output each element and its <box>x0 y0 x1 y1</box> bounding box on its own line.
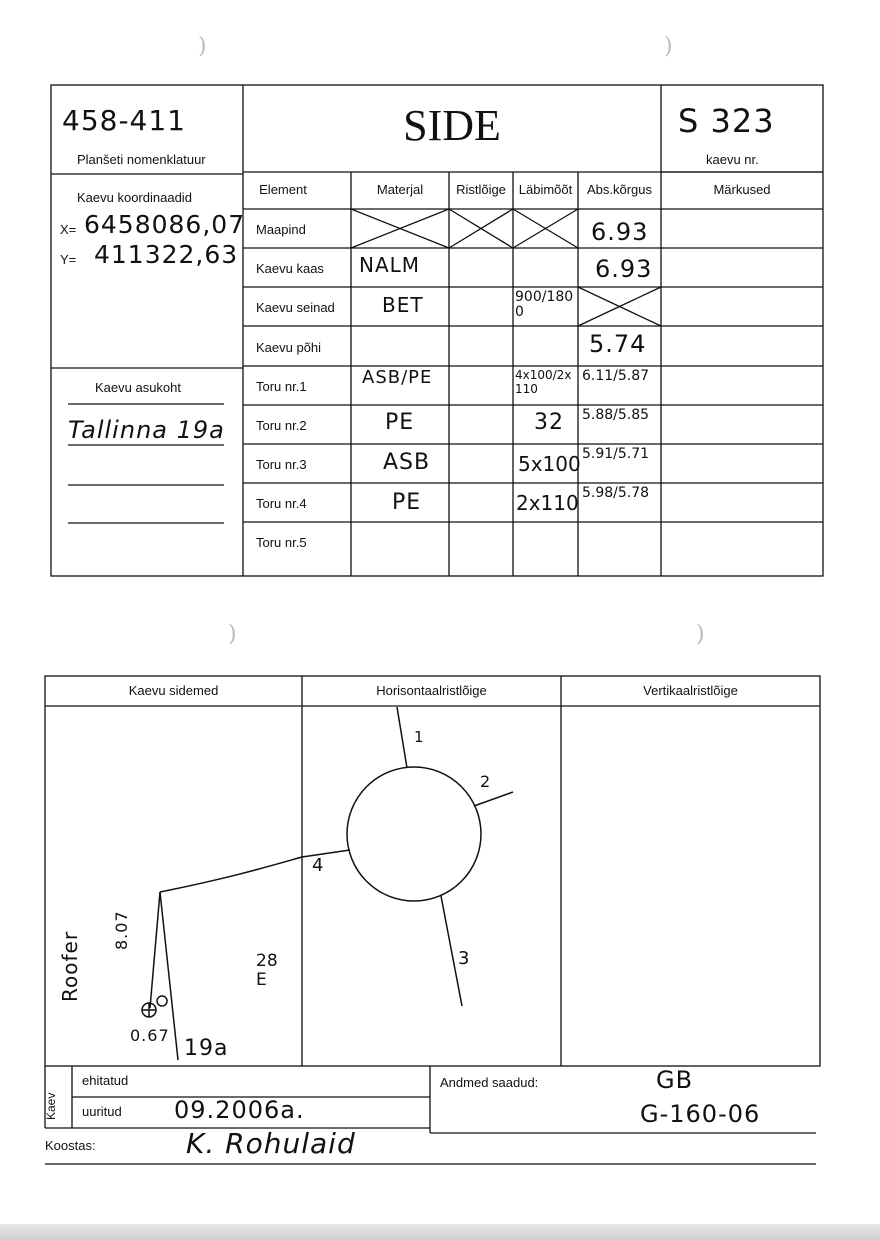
compiled-by-label: Koostas: <box>45 1138 96 1153</box>
page-edge <box>0 1224 880 1240</box>
section-header-well-connections: Kaevu sidemed <box>128 683 219 698</box>
y-prefix: Y= <box>60 252 77 267</box>
row-element: Maapind <box>256 222 306 237</box>
cell-materjal: ASB <box>383 450 431 475</box>
section-header-horizontal-section: Horisontaalristlõige <box>376 683 487 698</box>
cell-abs-korgus: 5.88/5.85 <box>582 407 650 423</box>
cell-labimoot: 5x100 <box>518 452 581 476</box>
y-coordinate-value: 411322,63 <box>94 240 239 269</box>
location-label: Kaevu asukoht <box>95 380 182 395</box>
well-number-label: kaevu nr. <box>706 152 759 167</box>
cell-materjal: PE <box>385 410 415 435</box>
horizontal-cross-section-sketch <box>302 707 513 1006</box>
cell-abs-korgus: 6.93 <box>595 255 653 283</box>
distance-label: 8.07 <box>112 910 131 950</box>
col-header-materjal: Materjal <box>376 182 424 197</box>
cell-labimoot: 32 <box>534 410 564 435</box>
cell-labimoot: 900/1800 <box>515 289 574 320</box>
cell-abs-korgus: 5.91/5.71 <box>582 446 650 462</box>
pipe-label-3: 3 <box>458 948 471 969</box>
street-label: Roofer <box>58 930 82 1002</box>
cell-abs-korgus: 5.98/5.78 <box>582 485 650 501</box>
row-element: Kaevu põhi <box>256 340 322 355</box>
cell-abs-korgus: 6.11/5.87 <box>582 368 650 384</box>
compiled-by-value: K. Rohulaid <box>186 1127 356 1160</box>
cell-abs-korgus: 5.74 <box>589 330 647 358</box>
cell-materjal: BET <box>382 293 424 317</box>
cell-materjal: NALM <box>359 253 421 277</box>
col-header-ristloige: Ristlõige <box>456 182 506 197</box>
distance-label: 0.67 <box>130 1026 170 1045</box>
punch-hole-mark: ) <box>228 622 237 647</box>
row-element: Kaevu seinad <box>256 300 335 315</box>
pipe-label-1: 1 <box>414 728 425 746</box>
punch-hole-mark: ) <box>696 622 705 647</box>
location-value: Tallinna 19a <box>68 416 225 444</box>
cell-labimoot: 2x110 <box>516 491 579 515</box>
punch-hole-mark: ) <box>664 34 673 59</box>
nomenclature-label: Planšeti nomenklatuur <box>77 152 206 167</box>
section-header-vertical-section: Vertikaalristlõige <box>643 683 738 698</box>
row-element: Kaevu kaas <box>256 261 324 276</box>
house-number-label: 19a <box>184 1036 229 1061</box>
e28-label: 28 E <box>256 951 278 990</box>
data-source-label: Andmed saadud: <box>440 1075 539 1090</box>
punch-hole-mark: ) <box>198 34 207 59</box>
data-source-code: G-160-06 <box>640 1100 761 1128</box>
col-header-element: Element <box>259 182 307 197</box>
cell-labimoot: 4x100/2x110 <box>515 368 572 396</box>
coordinates-label: Kaevu koordinaadid <box>77 190 192 205</box>
x-coordinate-value: 6458086,07 <box>84 210 246 239</box>
cell-materjal: ASB/PE <box>362 367 433 388</box>
page-title: SIDE <box>403 101 501 150</box>
row-element: Toru nr.1 <box>256 379 307 394</box>
pipe-label-2: 2 <box>480 772 492 791</box>
nomenclature-value: 458-411 <box>62 104 186 137</box>
kaev-label: Kaev <box>44 1092 58 1120</box>
data-source-value: GB <box>656 1066 694 1094</box>
cell-materjal: PE <box>392 490 422 515</box>
row-element: Toru nr.2 <box>256 418 307 433</box>
col-header-labimoot: Läbimõõt <box>518 182 573 197</box>
row-element: Toru nr.5 <box>256 535 307 550</box>
well-number-value: S 323 <box>678 102 775 140</box>
cell-abs-korgus: 6.93 <box>591 218 649 246</box>
col-header-markused: Märkused <box>713 182 771 197</box>
row-element: Toru nr.4 <box>256 496 307 511</box>
uuritud-label: uuritud <box>82 1104 122 1119</box>
col-header-abs-korgus: Abs.kõrgus <box>586 182 653 197</box>
x-prefix: X= <box>60 222 77 237</box>
ehitatud-label: ehitatud <box>82 1073 129 1088</box>
pipe-label-4: 4 <box>312 855 325 876</box>
uuritud-value: 09.2006a. <box>174 1096 305 1124</box>
row-element: Toru nr.3 <box>256 457 307 472</box>
